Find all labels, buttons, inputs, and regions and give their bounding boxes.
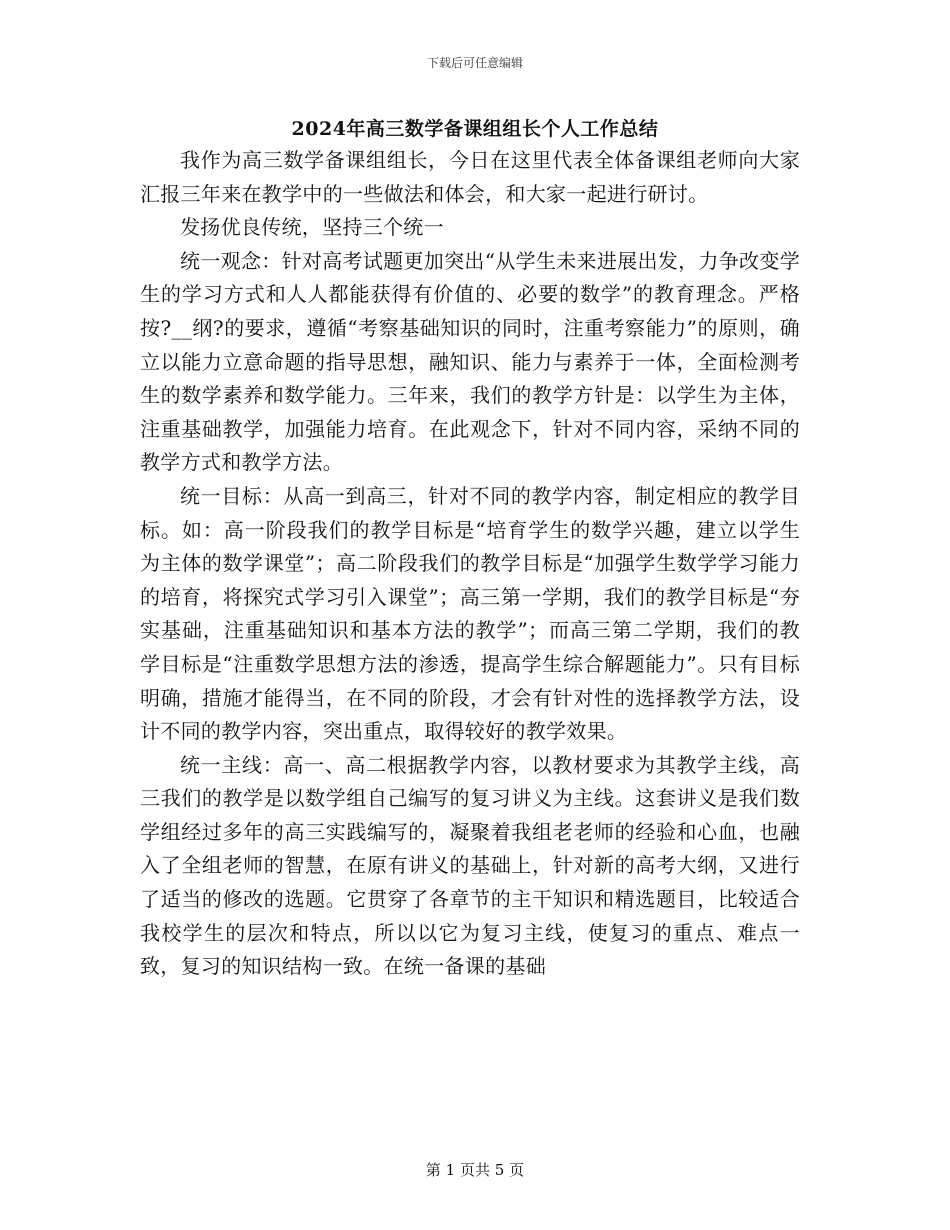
- page-footer: 第 1 页共 5 页: [425, 1161, 525, 1179]
- paragraph-unified-mainline: 统一主线：高一、高二根据教学内容，以教材要求为其教学主线，高三我们的教学是以数学组自己编写的复习讲义为主线。这套讲义是我们数学组经过多年的高三实践编写的，凝聚着我组老老师的经验和心血，也融入了全组老师的智慧，在原有讲义的基础上，针对新的高考大纲，又进行了适当的修改的选题。它贯穿了各章节的主干知识和精选题目，比较适合我校学生的层次和特点，所以以它为复习主线，使复习的重点、难点一致，复习的知识结构一致。在统一备课的基础: [140, 752, 800, 979]
- paragraph-section-heading: 发扬优良传统，坚持三个统一: [180, 215, 444, 240]
- paragraph-unified-concept: 统一观念：针对高考试题更加突出“从学生未来进展出发，力争改变学生的学习方式和人人都能获得有价值的、必要的数学”的教育理念。严格按?__纲?的要求，遵循“考察基础知识的同时，注重考察能力”的原则，确立以能力立意命题的指导思想，融知识、能力与素养于一体，全面检测考生的数学素养和数学能力。三年来，我们的教学方针是：以学生为主体，注重基础教学，加强能力培育。在此观念下，针对不同内容，采纳不同的教学方式和教学方法。: [140, 248, 800, 475]
- document-body: [140, 144, 800, 984]
- paragraph-intro: 我作为高三数学备课组组长，今日在这里代表全体备课组老师向大家汇报三年来在教学中的一些做法和体会，和大家一起进行研讨。: [140, 148, 800, 206]
- header-note: 下载后可任意编辑: [426, 56, 523, 70]
- document-title: 2024年高三数学备课组组长个人工作总结: [291, 118, 659, 140]
- paragraph-unified-goal: 统一目标：从高一到高三，针对不同的教学内容，制定相应的教学目标。如：高一阶段我们的教学目标是“培育学生的数学兴趣，建立以学生为主体的数学课堂”；高二阶段我们的教学目标是“加强学生数学学习能力的培育，将探究式学习引入课堂”；高三第一学期，我们的教学目标是“夯实基础，注重基础知识和基本方法的教学”；而高三第二学期，我们的教学目标是“注重数学思想方法的渗透，提高学生综合解题能力”。只有目标明确，措施才能得当，在不同的阶段，才会有针对性的选择教学方法，设计不同的教学内容，突出重点，取得较好的教学效果。: [140, 483, 800, 744]
